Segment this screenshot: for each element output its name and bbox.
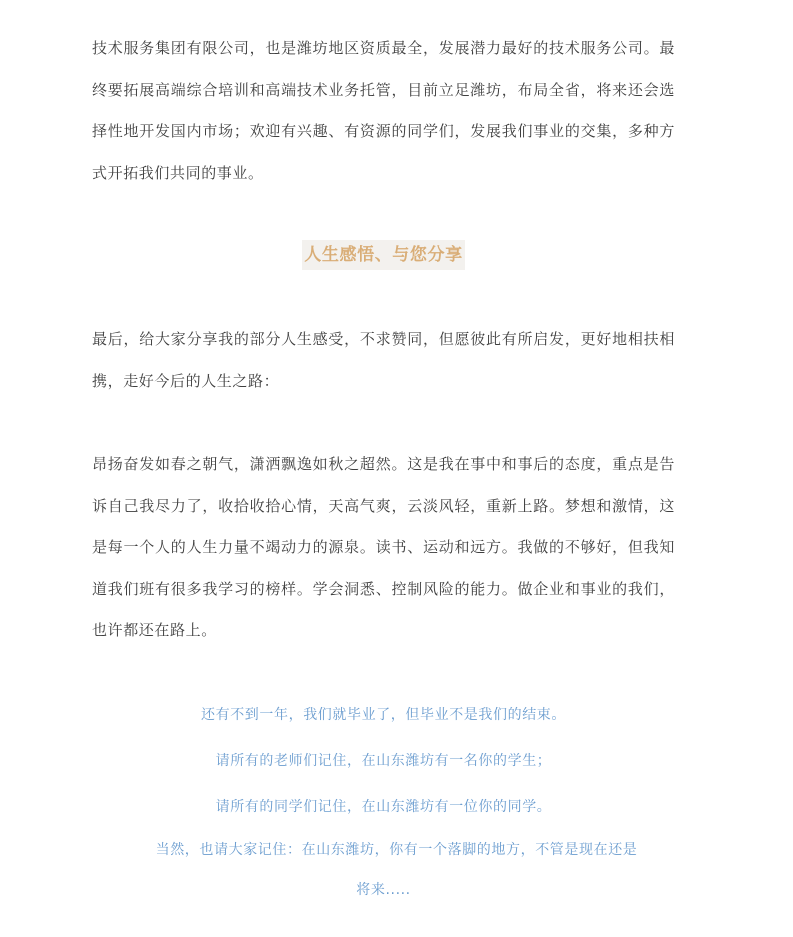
closing-line-teachers: 请所有的老师们记住，在山东潍坊有一名你的学生； xyxy=(215,753,552,769)
closing-line-everyone: 当然，也请大家记住：在山东潍坊，你有一个落脚的地方，不管是现在还是 xyxy=(155,842,638,858)
closing-message xyxy=(92,692,675,910)
paragraph-company-intro: 技术服务集团有限公司，也是潍坊地区资质最全，发展潜力最好的技术服务公司。最终要拓展高端综合培训和高端技术业务托管，目前立足潍坊，布局全省，将来还会选择性地开发国内市场；欢迎有兴趣、有资源的同学们，发展我们事业的交集，多种方式开拓我们共同的事业。 xyxy=(92,39,675,182)
closing-line-classmates: 请所有的同学们记住，在山东潍坊有一位你的同学。 xyxy=(215,799,552,815)
section-heading xyxy=(92,240,675,270)
section-heading-text: 人生感悟、与您分享 xyxy=(302,240,464,270)
closing-line-graduation: 还有不到一年，我们就毕业了，但毕业不是我们的结束。 xyxy=(201,707,566,723)
paragraph-sharing-intro: 最后，给大家分享我的部分人生感受，不求赞同，但愿彼此有所启发，更好地相扶相携，走好今后的人生之路： xyxy=(92,330,675,390)
closing-line-future: 将来..... xyxy=(356,882,411,898)
paragraph-life-reflections: 昂扬奋发如春之朝气，潇洒飘逸如秋之超然。这是我在事中和事后的态度，重点是告诉自己我尽力了，收拾收拾心情，天高气爽，云淡风轻，重新上路。梦想和激情，这是每一个人的人生力量不竭动力的源泉。读书、运动和远方。我做的不够好，但我知道我们班有很多我学习的榜样。学会洞悉、控制风险的能力。做企业和事业的我们，也许都还在路上。 xyxy=(92,455,675,639)
